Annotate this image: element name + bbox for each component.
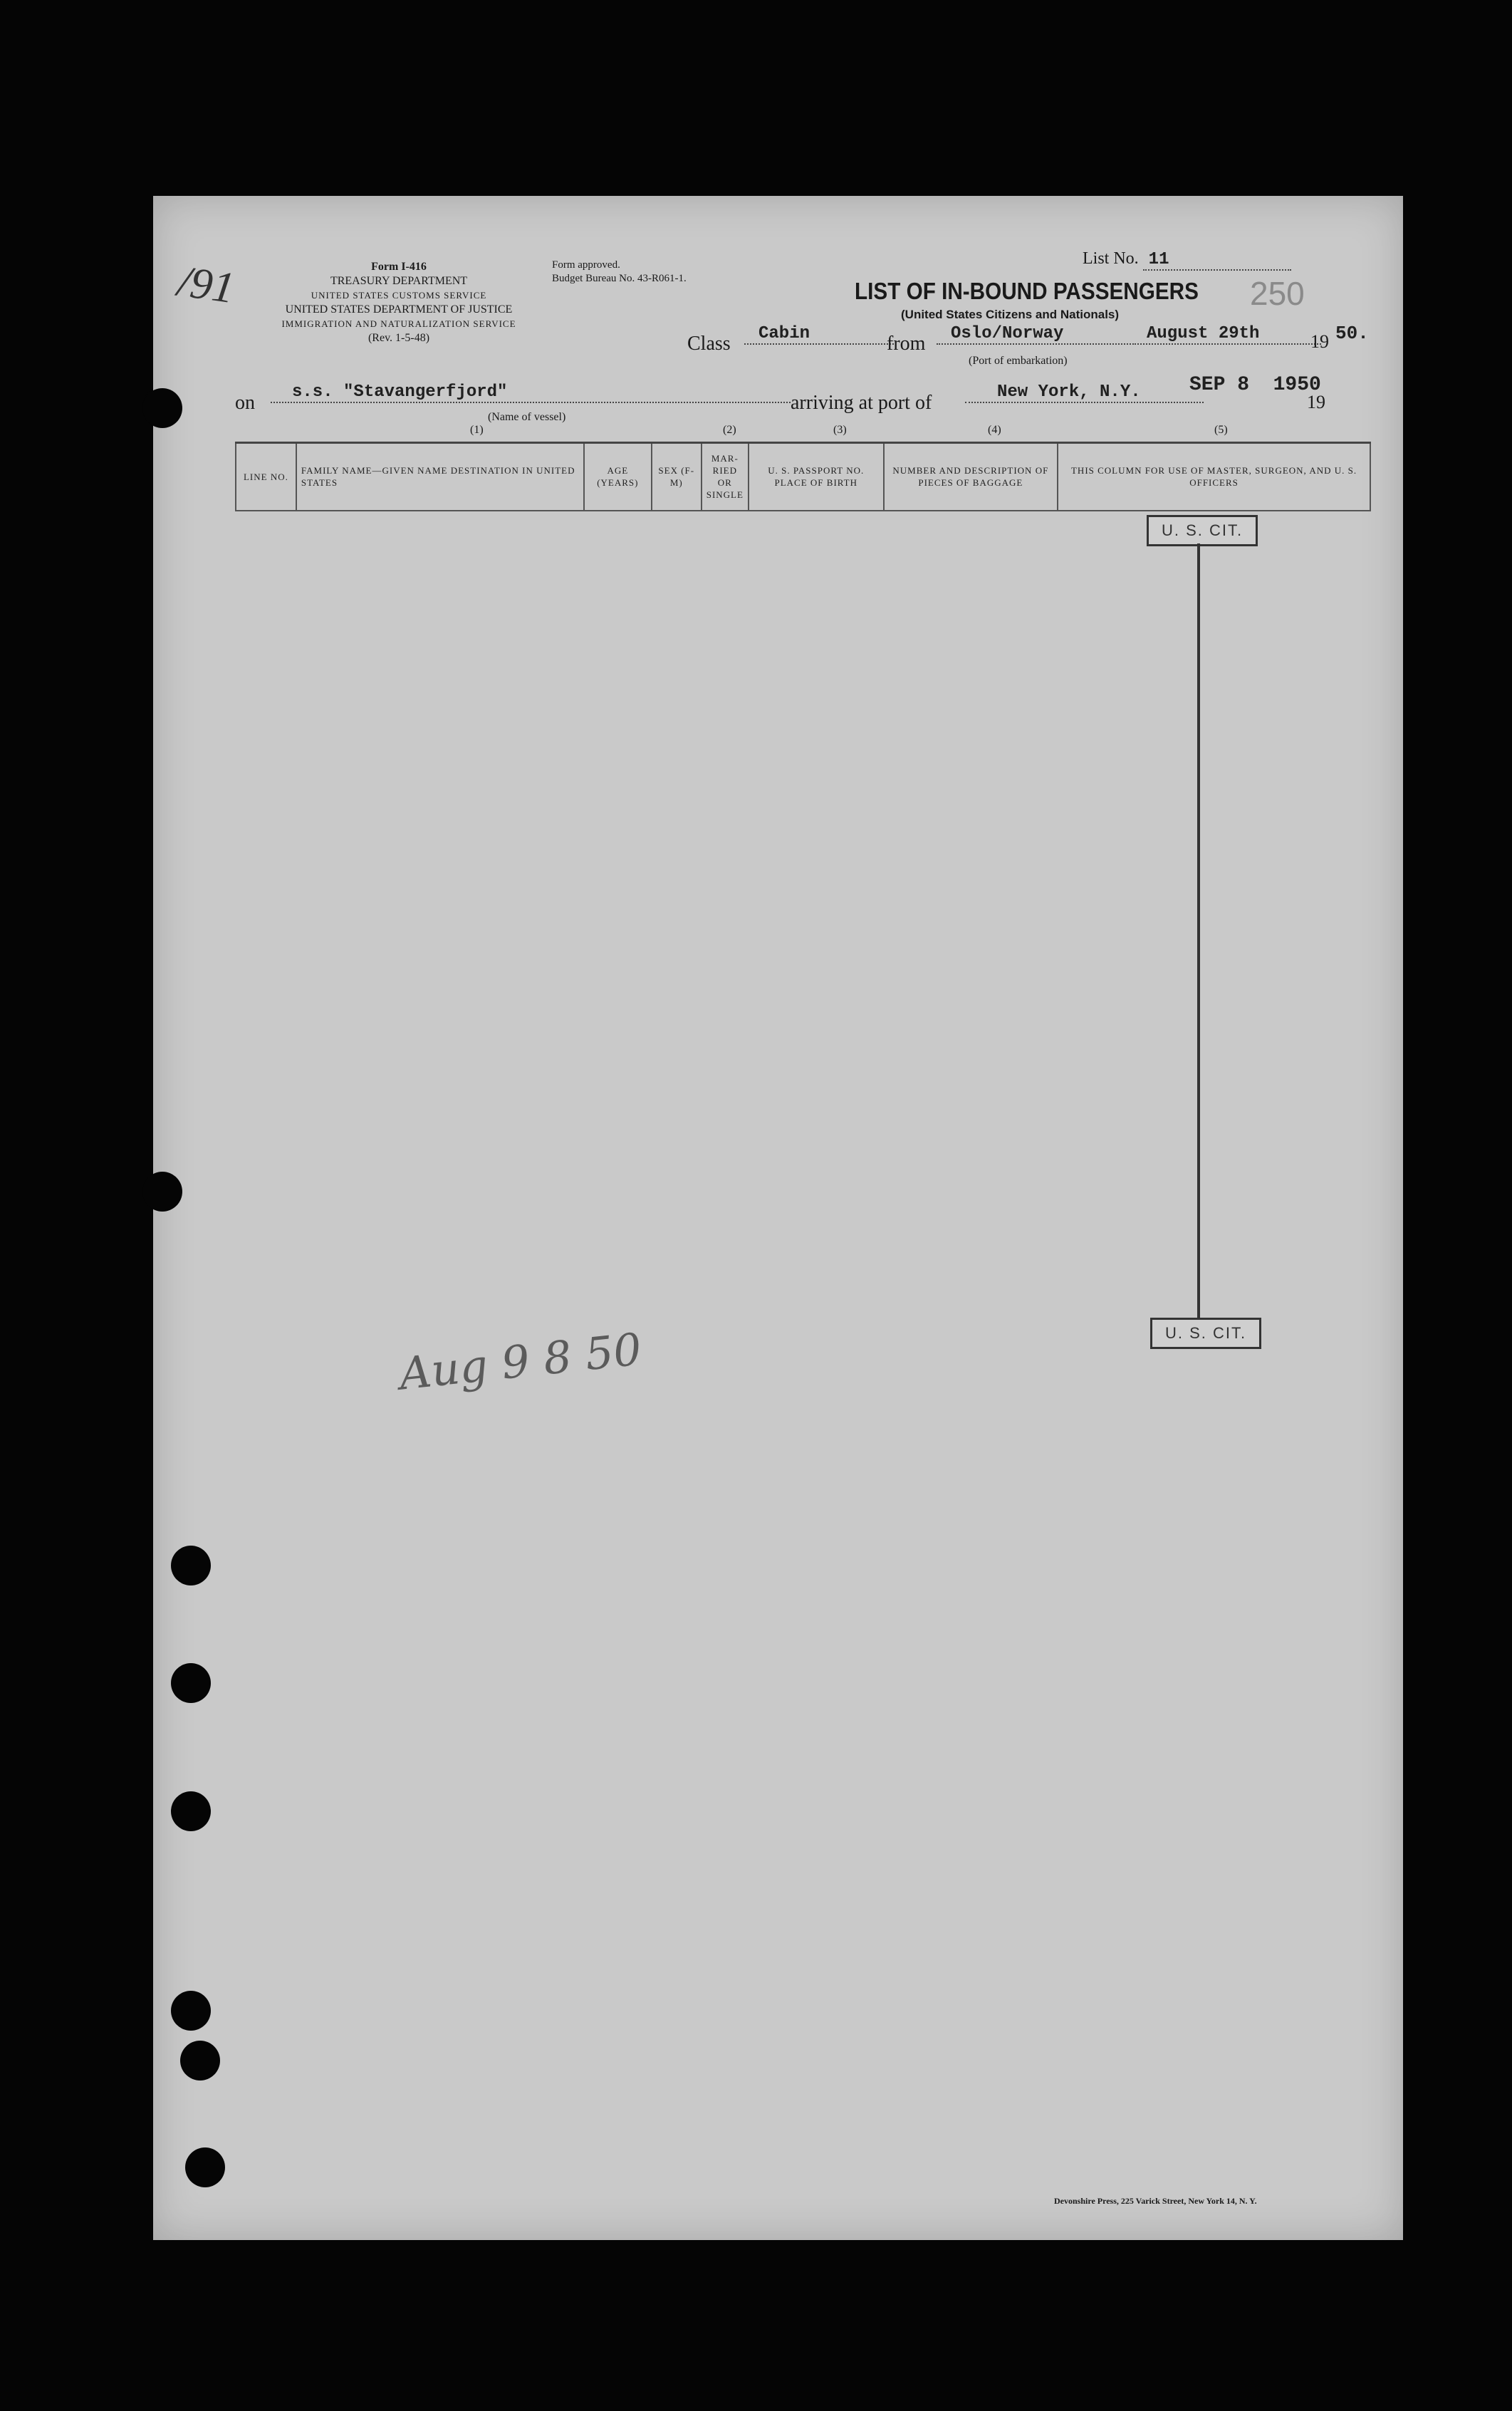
punch-hole [171, 1991, 211, 2031]
col-officers: THIS COLUMN FOR USE OF MASTER, SURGEON, AND U. S. OFFICERS [1058, 443, 1370, 511]
form-number: Form I-416 [371, 261, 427, 273]
bracket-line [1197, 543, 1200, 1327]
punch-hole [142, 1172, 182, 1212]
form-approved: Form approved. [552, 259, 620, 271]
punch-hole [171, 1791, 211, 1831]
arrival-date-value: August 29th [1132, 324, 1321, 345]
class-label: Class [687, 333, 731, 355]
punch-hole [142, 388, 182, 428]
list-number [1083, 249, 1291, 271]
revision-date: (Rev. 1-5-48) [367, 332, 430, 344]
handwritten-note: Aug 9 8 50 [397, 1323, 645, 1400]
treasury-dept: TREASURY DEPARTMENT [330, 275, 468, 287]
document-subtitle: (United States Citizens and Nationals) [901, 308, 1120, 321]
col-num-5: (5) [1214, 424, 1228, 436]
punch-hole [185, 2147, 225, 2187]
embarkation-caption: (Port of embarkation) [969, 355, 1068, 367]
arrival-year-prefix: 19 [1307, 392, 1325, 412]
list-value: 11 [1143, 250, 1291, 271]
col-num-3: (3) [833, 424, 847, 436]
form-dept-block [221, 260, 577, 345]
vessel-caption: (Name of vessel) [488, 411, 566, 423]
vessel-name: s.s. "Stavangerfjord" [271, 382, 791, 403]
col-married: MAR-RIED OR SINGLE [702, 443, 749, 511]
port-value: New York, N.Y. [965, 382, 1204, 403]
col-num-1: (1) [470, 424, 484, 436]
arrival-stamp: SEP 8 1950 [1189, 374, 1321, 396]
col-baggage: NUMBER AND DESCRIPTION OF PIECES OF BAGGAGE [884, 443, 1058, 511]
arriving-label: arriving at port of [791, 392, 932, 414]
from-label: from [887, 333, 926, 355]
col-age: AGE (YEARS) [584, 443, 652, 511]
punch-hole [171, 1663, 211, 1703]
margin-note: /91 [174, 256, 238, 313]
customs-service: UNITED STATES CUSTOMS SERVICE [311, 290, 487, 301]
list-label: List No. [1083, 249, 1139, 268]
punch-hole [180, 2041, 220, 2081]
table-header-row [236, 443, 1370, 511]
punch-hole [171, 1546, 211, 1585]
year-prefix: 19 [1310, 331, 1329, 352]
col-passport: U. S. PASSPORT NO. PLACE OF BIRTH [749, 443, 884, 511]
us-cit-stamp: U. S. CIT. [1150, 1318, 1261, 1349]
page-stamp-number: 250 [1250, 275, 1305, 312]
ins-service: IMMIGRATION AND NATURALIZATION SERVICE [281, 318, 516, 329]
on-label: on [235, 392, 255, 414]
col-name: FAMILY NAME—GIVEN NAME DESTINATION IN UNITED STATES [296, 443, 584, 511]
from-value: Oslo/Norway [937, 324, 1136, 345]
class-value: Cabin [744, 324, 894, 345]
budget-bureau: Budget Bureau No. 43-R061-1. [552, 273, 687, 284]
col-line-no: LINE NO. [236, 443, 296, 511]
approval-block [552, 259, 687, 286]
document-title: LIST OF IN-BOUND PASSENGERS [855, 278, 1199, 304]
col-num-4: (4) [988, 424, 1001, 436]
passenger-table [235, 442, 1371, 511]
passenger-list-page [153, 196, 1403, 2240]
year-value: 50. [1335, 323, 1369, 344]
printer-imprint: Devonshire Press, 225 Varick Street, New York 14, N. Y. [1054, 2196, 1257, 2206]
col-sex: SEX (F-M) [652, 443, 702, 511]
justice-dept: UNITED STATES DEPARTMENT OF JUSTICE [285, 303, 513, 316]
col-num-2: (2) [723, 424, 736, 436]
us-cit-stamp: U. S. CIT. [1147, 515, 1258, 546]
